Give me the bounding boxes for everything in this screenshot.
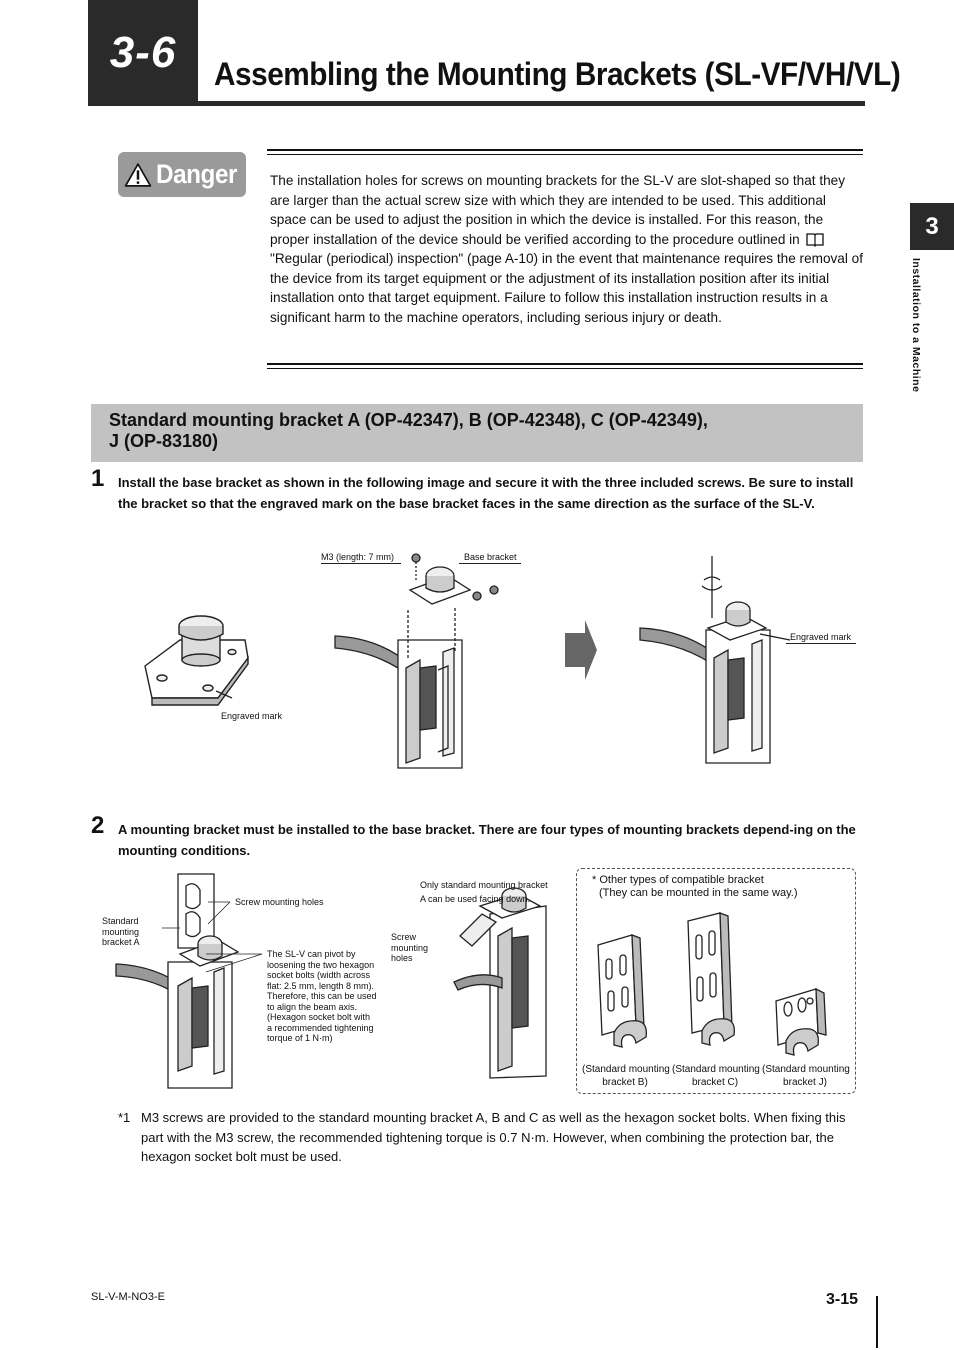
step-1-text: Install the base bracket as shown in the following image and secure it with the three included screws. Be sure to install the bracket so that the engraved mark on the base bracket faces in the same direction as the surface of the SL-V. [118, 475, 854, 511]
title-underline [198, 101, 865, 106]
bracket-a-facing-down-illustration [454, 888, 546, 1078]
footnote-text: M3 screws are provided to the standard mounting bracket A, B and C as well as the hexagon socket bolts. When fixing this part with the M3 screw, the recommended tightening torque is 0.7 N·m. However, when combining the protection bar, the hexagon socket bolt must be used. [141, 1110, 846, 1164]
other-types-line1: * Other types of compatible bracket [592, 874, 764, 886]
callout-screw-mounting-holes-2: Screw mounting holes [391, 932, 429, 963]
callout-bracket-b: (Standard mounting bracket B) [582, 1064, 670, 1088]
callout-engraved-mark-left: Engraved mark [221, 711, 283, 721]
page-title: Assembling the Mounting Brackets (SL-VF/VH/VL) [214, 56, 901, 92]
warning-triangle-icon [124, 159, 152, 191]
bracket-c-illustration [688, 913, 734, 1045]
callout-bracket-j: (Standard mounting bracket J) [762, 1064, 850, 1088]
doc-code: SL-V-M-NO3-E [91, 1291, 165, 1303]
base-bracket-illustration [145, 616, 248, 705]
callout-screw-size: M3 (length: 7 mm) [321, 552, 395, 562]
callout-facing-down-note: Only standard mounting bracket A can be used facing down. [420, 880, 548, 904]
exploded-assembly-illustration [335, 554, 498, 768]
danger-top-rule [267, 149, 863, 155]
callout-engraved-mark-right: Engraved mark [790, 632, 852, 642]
side-tab-label: Installation to a Machine [910, 258, 922, 393]
section-heading: Standard mounting bracket A (OP-42347), B (OP-42348), C (OP-42349), J (OP-83180) [91, 404, 863, 462]
callout-pivot-note: The SL-V can pivot by loosening the two hexagon socket bolts (width across flat: 2.5 mm, length 8 mm). Therefore, this can be used to align the beam axis. (Hexagon socket bolt with a recommended tightening torque of 1 N·m) [267, 949, 377, 1043]
callout-bracket-a: Standard mounting bracket A [102, 916, 140, 947]
callout-underline [321, 563, 401, 564]
arrow-right-icon [565, 620, 597, 680]
callout-underline [459, 563, 521, 564]
callout-bracket-c: (Standard mounting bracket C) [672, 1064, 760, 1088]
chapter-number-box [88, 0, 198, 106]
figure-other-brackets [580, 905, 852, 1065]
chapter-number: 3-6 [109, 28, 177, 77]
danger-label: Danger [155, 159, 237, 189]
danger-text: The installation holes for screws on mounting brackets for the SL-V are slot-shaped so that they are larger than the actual screw size with which they are intended to be used. This additional space can be used to adjust the position in which the device is installed. For this reason, the proper installation of the device should be verified according to the procedure outlined in "Regular (periodical) inspection" (page A-10) in the event that maintenance requires the removal of the device from its target equipment or the adjustment of its installation position after its initial installation onto that target equipment. Failure to follow this installation instruction results in a significant harm to the machine operators, including serious injury or death. [270, 173, 864, 325]
step-2-number: 2 [91, 812, 105, 839]
chapter-side-tab[interactable] [910, 203, 954, 250]
callout-underline [786, 643, 856, 644]
callout-screw-mounting-holes: Screw mounting holes [235, 897, 324, 907]
danger-badge [118, 152, 246, 197]
assembled-illustration [640, 556, 790, 763]
bracket-j-illustration [776, 989, 826, 1055]
bracket-a-illustration [116, 874, 238, 1088]
side-tab-number: 3 [925, 212, 939, 240]
callout-base-bracket: Base bracket [464, 552, 517, 562]
figure-base-bracket-install [140, 548, 880, 773]
footnote-mark: *1 [118, 1110, 131, 1125]
footnote [118, 1108, 868, 1167]
bracket-b-illustration [598, 935, 646, 1047]
page-number: 3-15 [826, 1291, 859, 1308]
step-2-text: A mounting bracket must be installed to the base bracket. There are four types of mounting brackets depend-ing on the mounting conditions. [118, 822, 856, 858]
other-types-line2: (They can be mounted in the same way.) [599, 887, 798, 899]
book-reference-icon [806, 232, 824, 247]
step-1-number: 1 [91, 465, 105, 492]
footer-rule [876, 1296, 878, 1348]
danger-bottom-rule [267, 363, 863, 369]
